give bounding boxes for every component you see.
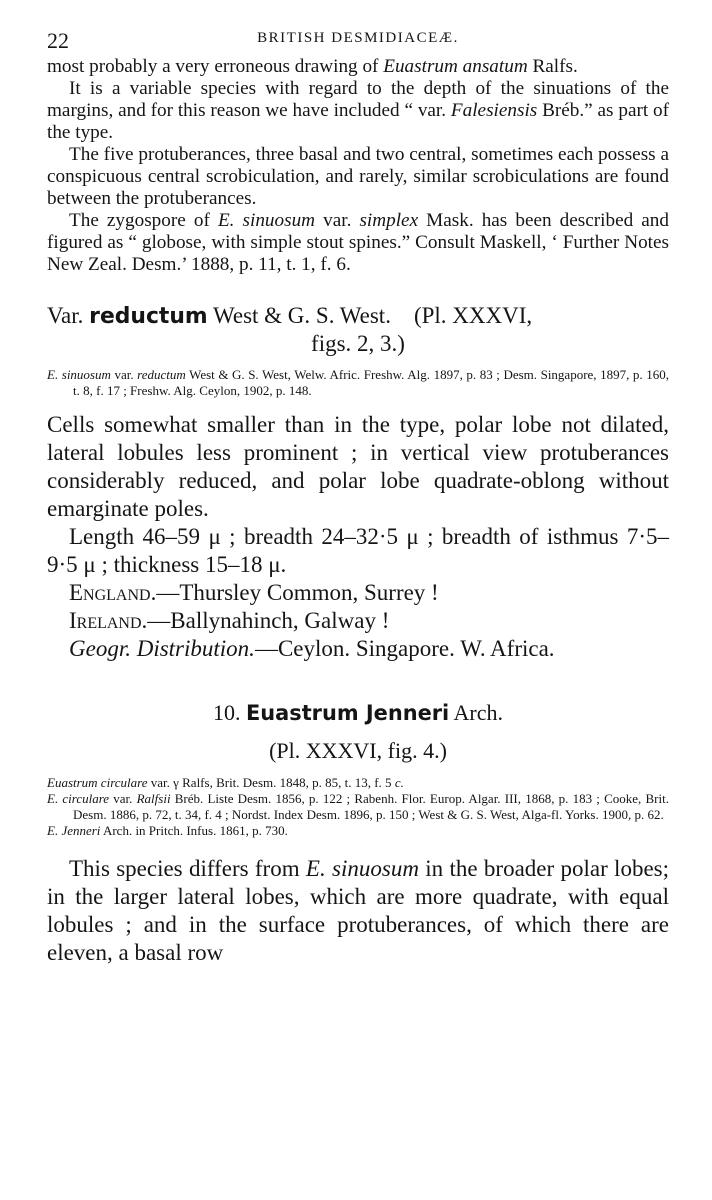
- paragraph-zygospore: [47, 210, 669, 276]
- text-span: Mask. has been described and figured as “ globose, with simple stout spines.” Consult Maskell, ‘ Further Notes New Zeal. Desm.’ 1888, p. 11, t. 1, f. 6.: [47, 210, 669, 275]
- species-section: [47, 699, 669, 967]
- text-span: most probably a very erroneous drawing of: [47, 56, 384, 77]
- plate-reference: (Pl. XXXVI,: [413, 303, 533, 328]
- variety-description: Cells somewhat smaller than in the type, polar lobe not dilated, lateral lobules less prominent ; in vertical view protuberances considerably reduced, and polar lobe quadrate-oblong without emarginate poles.: [47, 412, 669, 521]
- taxon-name: Ralfsii: [136, 791, 171, 806]
- text-span: This species differs from: [69, 856, 306, 881]
- text-span: Ralfs.: [527, 56, 578, 77]
- taxon-name: reductum: [137, 367, 186, 382]
- text-span: in the broader polar lobes; in the larger lateral lobes, which are more quadrate, with equal lobules ; and in the surface protuberances, of which there are eleven, a basal row: [47, 856, 669, 965]
- page: [47, 22, 669, 967]
- taxon-name: simplex: [359, 210, 419, 231]
- text-span: West & G. S. West, Welw. Afric. Freshw. Alg. 1897, p. 83 ; Desm. Singapore, 1897, p. 160, t. 8, f. 17 ; Freshw. Alg. Ceylon, 1902, p. 148.: [73, 367, 669, 398]
- paragraph-protuberances: The five protuberances, three basal and two central, sometimes each possess a conspicuous central scrobiculation, and rarely, similar scrobiculations are found between the protuberances.: [47, 144, 669, 209]
- text-span: Var.: [47, 303, 90, 328]
- taxon-name: E. circulare: [47, 791, 110, 806]
- paragraph-continuation: [47, 56, 669, 78]
- species-author: Arch.: [449, 700, 503, 725]
- species-name: Euastrum Jenneri: [246, 701, 450, 725]
- paragraph-variability: [47, 78, 669, 144]
- taxon-name: E. sinuosum: [47, 367, 111, 382]
- text-span: The zygospore of: [69, 210, 218, 231]
- locality-label: Ireland.: [69, 608, 148, 633]
- species-plate: (Pl. XXXVI, fig. 4.): [269, 738, 447, 763]
- text-span: Bréb. Liste Desm. 1856, p. 122 ; Rabenh. Flor. Europ. Algar. III, 1868, p. 183 ; Cooke, Brit. Desm. 1886, p. 72, t. 34, f. 4 ; Nordst. Index Desm. 1896, p. 150 ; West & G. S. West, Alga-fl. Yorks. 1900, p. 62.: [73, 791, 669, 822]
- locality-label: England.: [69, 580, 157, 605]
- locality-text: —Ballynahinch, Galway !: [147, 608, 390, 633]
- taxon-name: Euastrum ansatum: [383, 56, 528, 77]
- taxon-name: Falesiensis: [450, 100, 538, 121]
- text-span: var.: [109, 791, 137, 806]
- variety-references: [47, 367, 669, 399]
- species-reference-2: [47, 791, 669, 823]
- variety-name: reductum: [89, 304, 208, 329]
- text-span: c.: [394, 775, 404, 790]
- taxon-name: E. sinuosum: [217, 210, 316, 231]
- variety-heading-figs: figs. 2, 3.): [311, 331, 405, 356]
- variety-section: [47, 302, 669, 663]
- species-heading: [47, 699, 669, 727]
- variety-heading: [47, 302, 669, 330]
- page-header: [47, 22, 669, 56]
- locality-england: [47, 579, 669, 607]
- distribution-label: Geogr. Distribution.: [69, 636, 255, 661]
- locality-text: —Thursley Common, Surrey !: [156, 580, 439, 605]
- locality-ireland: [47, 607, 669, 635]
- taxon-name: Euastrum circulare: [47, 775, 148, 790]
- species-reference-1: [47, 775, 669, 791]
- text-span: var.: [110, 367, 138, 382]
- text-span: It is a variable species with regard to the depth of the sinuations of the margins, and for this reason we have included “ var.: [47, 78, 669, 121]
- text-span: Arch. in Pritch. Infus. 1861, p. 730.: [100, 823, 288, 838]
- running-title: BRITISH DESMIDIACEÆ.: [257, 30, 459, 46]
- page-number: 22: [47, 28, 69, 53]
- text-span: var.: [315, 210, 360, 231]
- species-reference-3: [47, 823, 669, 839]
- intro-text: [47, 56, 669, 276]
- species-number: 10.: [213, 700, 247, 725]
- variety-authors: West & G. S. West.: [207, 303, 391, 328]
- text-span: var. γ Ralfs, Brit. Desm. 1848, p. 85, t. 13, f. 5: [147, 775, 395, 790]
- variety-measurements: Length 46–59 μ ; breadth 24–32·5 μ ; breadth of isthmus 7·5–9·5 μ ; thickness 15–18 μ.: [47, 524, 669, 577]
- taxon-name: E. Jenneri: [47, 823, 101, 838]
- text-span: Bréb.” as part of the type.: [47, 100, 669, 143]
- species-description: [47, 855, 669, 967]
- distribution-text: —Ceylon. Singapore. W. Africa.: [254, 636, 555, 661]
- taxon-name: E. sinuosum: [305, 856, 419, 881]
- geographic-distribution: [47, 635, 669, 663]
